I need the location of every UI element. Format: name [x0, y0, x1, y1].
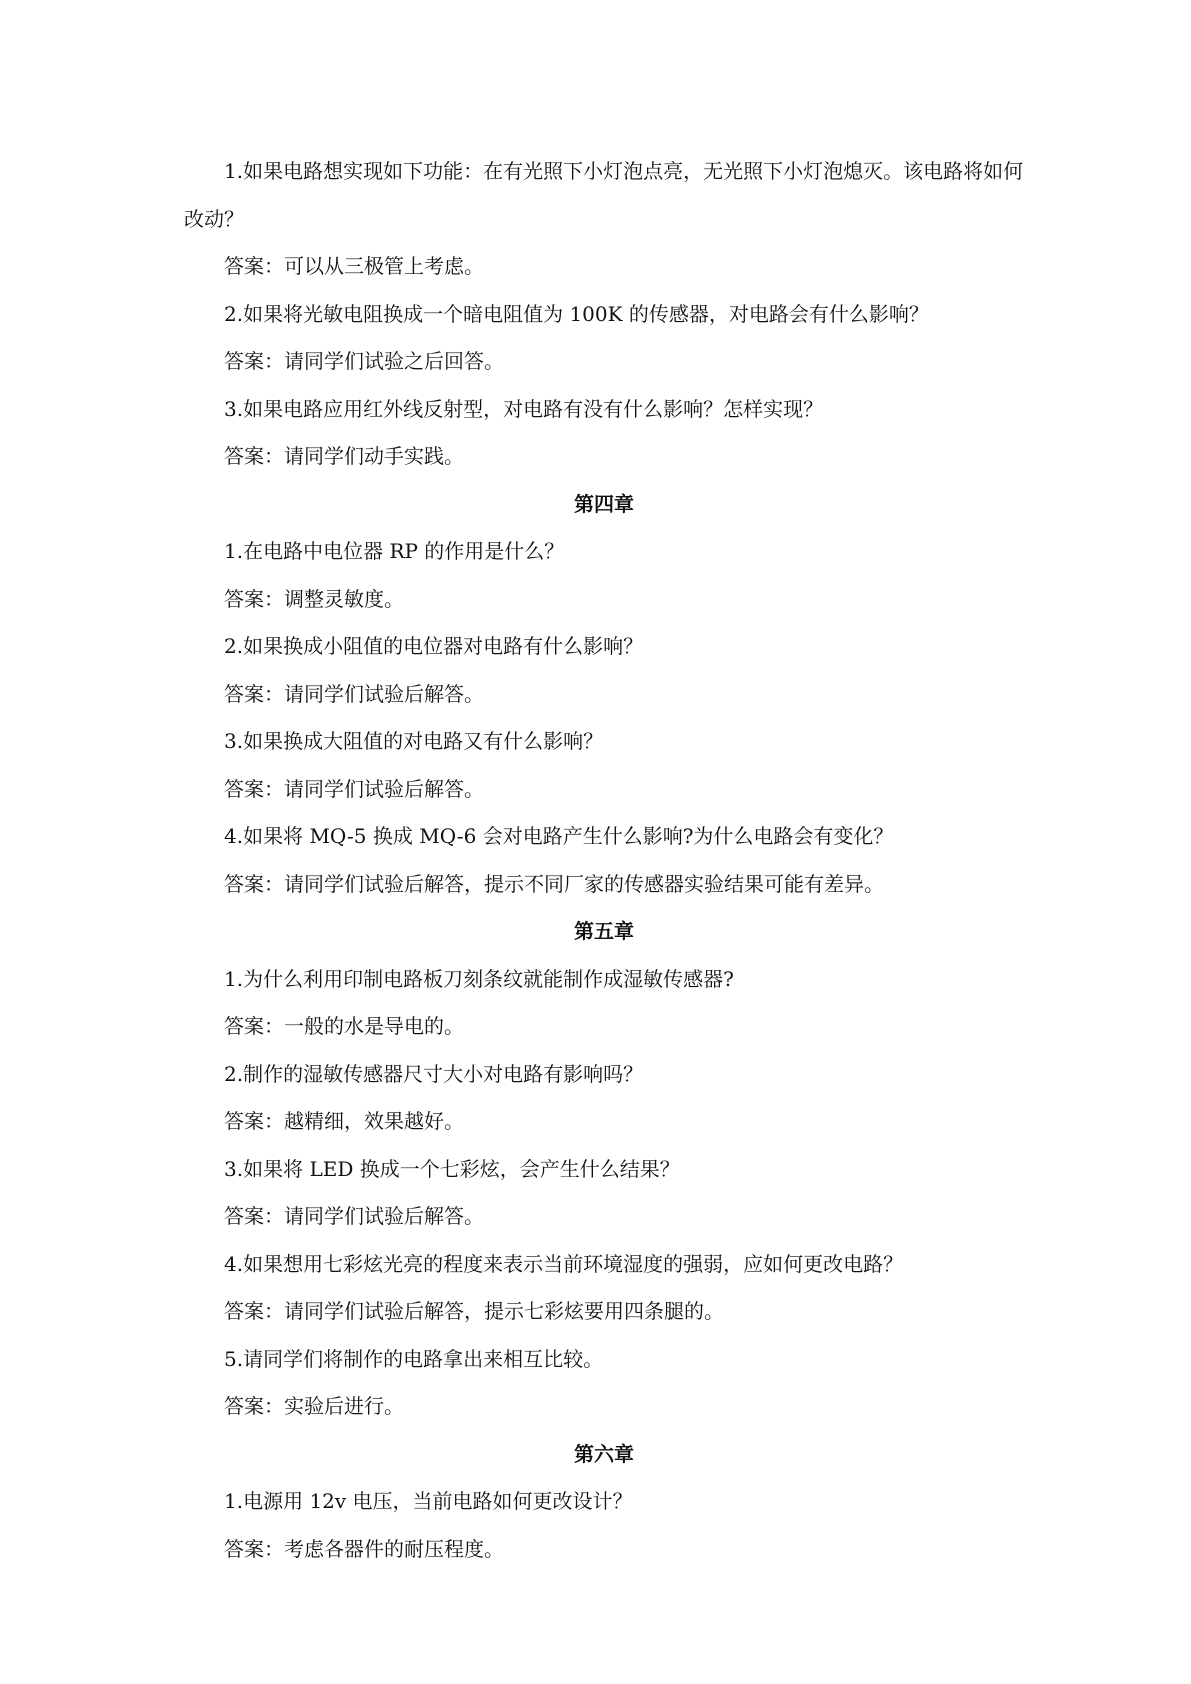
- chapter-heading: 第五章: [574, 919, 634, 943]
- question-paragraph: 5.请同学们将制作的电路拿出来相互比较。: [224, 1346, 604, 1371]
- question-paragraph: 1.为什么利用印制电路板刀刻条纹就能制作成湿敏传感器?: [224, 966, 734, 991]
- answer-paragraph: 答案：考虑各器件的耐压程度。: [224, 1536, 504, 1561]
- answer-paragraph: 答案：请同学们试验后解答，提示七彩炫要用四条腿的。: [224, 1299, 724, 1323]
- question-paragraph: 1.如果电路想实现如下功能：在有光照下小灯泡点亮，无光照下小灯泡熄灭。该电路将如何改动？: [184, 159, 1024, 231]
- answer-paragraph: 答案：越精细，效果越好。: [224, 1109, 464, 1133]
- answer-paragraph: 答案：请同学们试验后解答。: [224, 681, 484, 706]
- question-paragraph: 2.如果换成小阻值的电位器对电路有什么影响？: [224, 634, 644, 658]
- document-body: [184, 148, 1024, 1573]
- answer-paragraph: 答案：调整灵敏度。: [224, 586, 404, 611]
- question-paragraph: 3.如果换成大阻值的对电路又有什么影响？: [224, 729, 604, 753]
- question-paragraph: 3.如果将 LED 换成一个七彩炫，会产生什么结果？: [224, 1156, 680, 1181]
- question-paragraph: 4.如果将 MQ-5 换成 MQ-6 会对电路产生什么影响?为什么电路会有变化？: [224, 824, 894, 848]
- answer-paragraph: 答案：实验后进行。: [224, 1394, 404, 1418]
- question-paragraph: 4.如果想用七彩炫光亮的程度来表示当前环境湿度的强弱，应如何更改电路？: [224, 1251, 904, 1276]
- answer-paragraph: 答案：一般的水是导电的。: [224, 1014, 464, 1038]
- question-paragraph: 2.如果将光敏电阻换成一个暗电阻值为 100K 的传感器，对电路会有什么影响？: [224, 301, 929, 326]
- question-paragraph: 1.在电路中电位器 RP 的作用是什么？: [224, 539, 565, 563]
- chapter-heading: 第六章: [574, 1441, 634, 1466]
- answer-paragraph: 答案：请同学们试验后解答，提示不同厂家的传感器实验结果可能有差异。: [224, 871, 884, 896]
- answer-paragraph: 答案：可以从三极管上考虑。: [224, 254, 484, 278]
- chapter-heading: 第四章: [574, 491, 634, 516]
- answer-paragraph: 答案：请同学们动手实践。: [224, 444, 464, 468]
- question-paragraph: 3.如果电路应用红外线反射型，对电路有没有什么影响？怎样实现？: [224, 396, 824, 421]
- answer-paragraph: 答案：请同学们试验后解答。: [224, 776, 484, 801]
- answer-paragraph: 答案：请同学们试验后解答。: [224, 1204, 484, 1228]
- answer-paragraph: 答案：请同学们试验之后回答。: [224, 349, 504, 373]
- question-paragraph: 2.制作的湿敏传感器尺寸大小对电路有影响吗？: [224, 1061, 644, 1086]
- question-paragraph: 1.电源用 12v 电压，当前电路如何更改设计？: [224, 1489, 633, 1513]
